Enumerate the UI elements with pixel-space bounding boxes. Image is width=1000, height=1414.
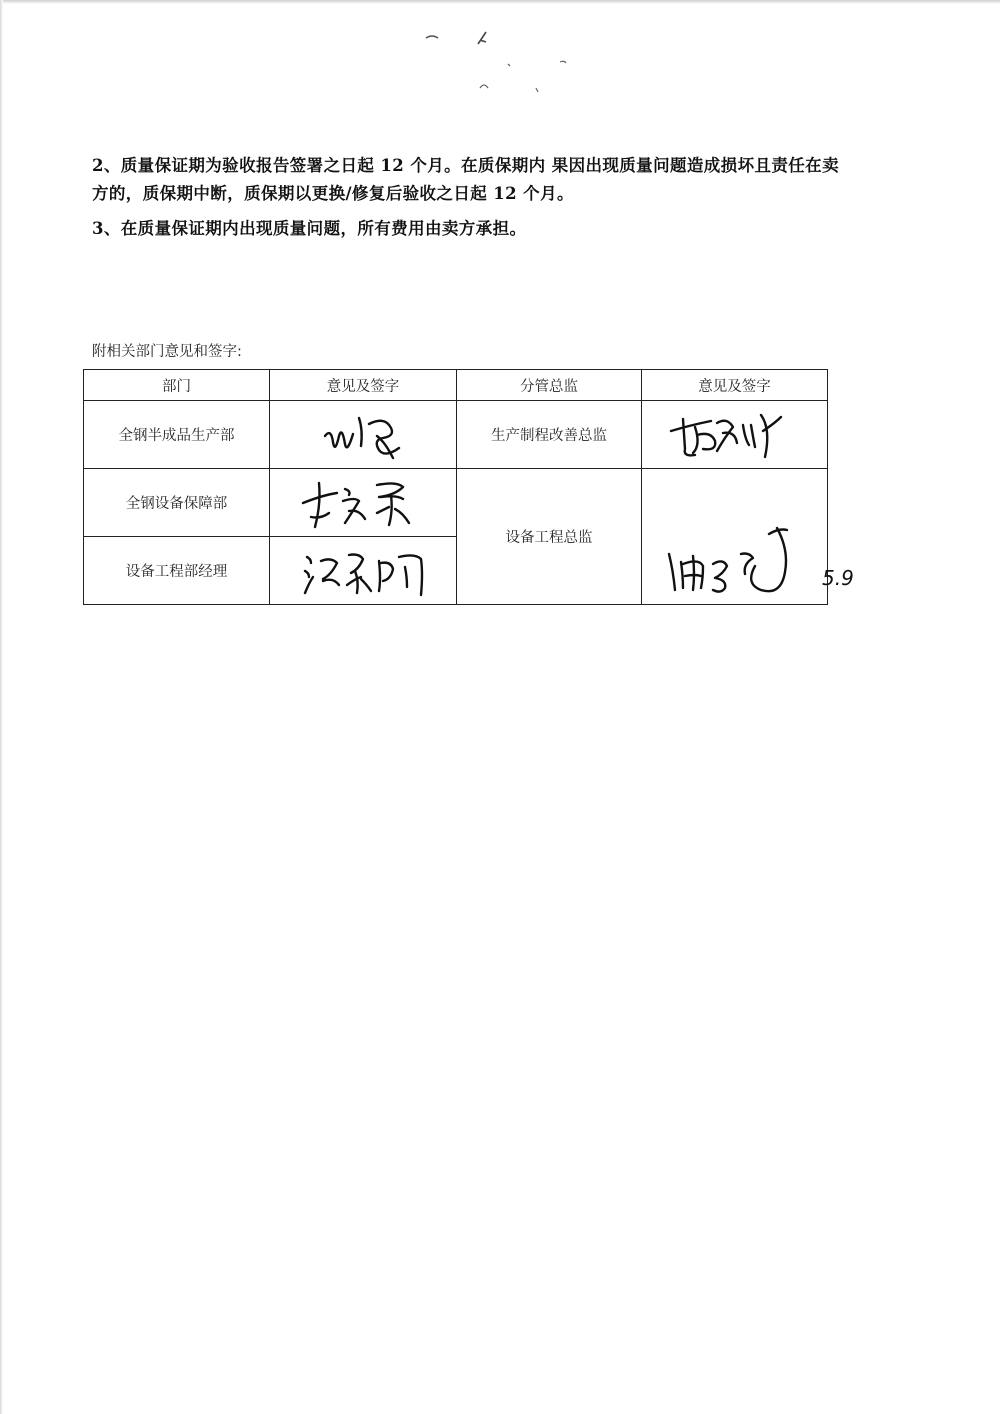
department-cell: 全钢设备保障部 [84,469,270,537]
signature-date-note: 5.9 [822,566,854,590]
approval-signature-table [83,369,828,605]
director-cell: 生产制程改善总监 [457,401,642,469]
handwritten-signature [293,473,433,533]
handwritten-signature [665,405,805,465]
header-director: 分管总监 [457,370,642,401]
table-header-row [84,370,828,401]
department-cell: 设备工程部经理 [84,537,270,605]
scan-edge-left [0,0,3,1414]
attachment-title: 附相关部门意见和签字: [92,344,242,360]
director-cell: 设备工程总监 [457,469,642,605]
signature-cell [270,401,457,469]
director-signature-cell [642,469,828,605]
signature-cell [270,469,457,537]
header-department: 部门 [84,370,270,401]
scan-edge-top [0,0,1000,4]
handwritten-signature [655,504,815,604]
signature-cell [270,537,457,605]
clause-2-line-1: 2、质量保证期为验收报告签署之日起 12 个月。在质保期内 果因出现质量问题造成损坏且责任在卖 [92,156,839,175]
department-cell: 全钢半成品生产部 [84,401,270,469]
table-row [84,401,828,469]
clause-3 [92,215,932,243]
faint-stamp-marks [420,26,580,96]
header-director-opinion-signature: 意见及签字 [642,370,828,401]
header-opinion-signature: 意见及签字 [270,370,457,401]
handwritten-signature [293,541,433,601]
handwritten-signature [303,406,423,464]
director-signature-cell [642,401,828,469]
clause-3-line-1: 3、在质量保证期内出现质量问题，所有费用由卖方承担。 [92,219,527,238]
table-row [84,469,828,537]
clause-2 [92,152,932,208]
clause-2-line-2: 方的，质保期中断，质保期以更换/修复后验收之日起 12 个月。 [92,184,574,203]
